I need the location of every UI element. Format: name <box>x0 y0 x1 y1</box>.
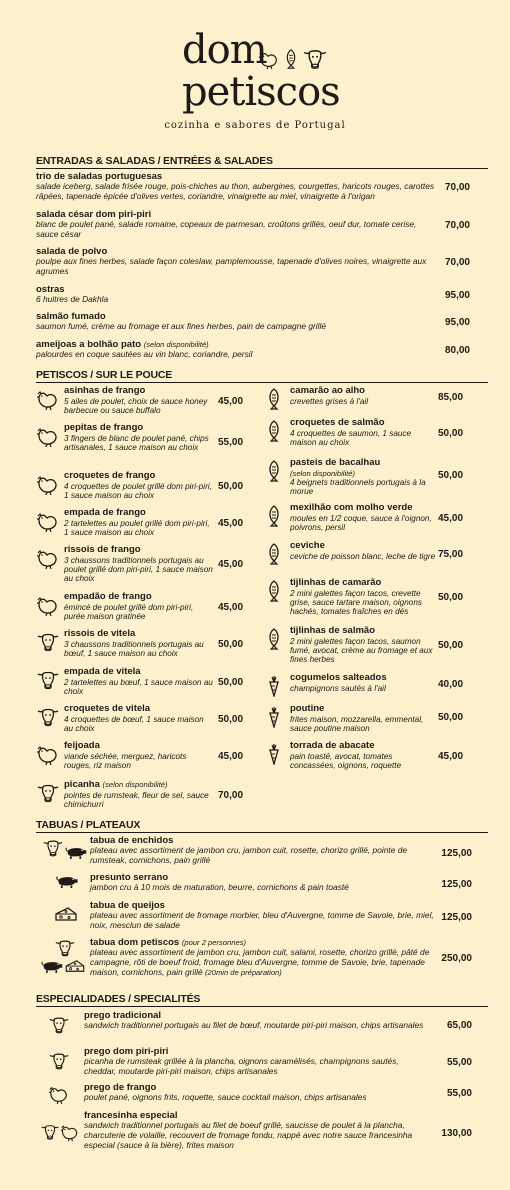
item-desc: moules en 1/2 coque, sauce à l'oignon, poivrons, persil <box>290 513 432 532</box>
pig-icon <box>64 845 88 859</box>
cheese-icon <box>54 906 78 922</box>
item-desc: sandwich traditionnel portugais au filet de bœuf, moutarde piri-piri maison, chips artisanales <box>84 1020 424 1030</box>
item-name: empada de frango <box>64 507 146 518</box>
item-name: trio de saladas portuguesas <box>36 171 163 182</box>
menu-item <box>36 171 484 202</box>
item-note: (selon disponibilité) <box>290 468 356 478</box>
menu-item <box>36 246 484 277</box>
item-price: 70,00 <box>444 257 470 268</box>
item-desc: 2 mini galettes façon tacos, crevette grise, sauce tartare maison, oignons hachés, tomates fraîches en dés <box>290 588 422 616</box>
section-tabuas-title: TABUAS / PLATEAUX <box>36 818 488 833</box>
fish-icon <box>262 388 286 410</box>
item-desc: ceviche de poisson blanc, leche de tigre <box>290 551 436 561</box>
item-name: salada de polvo <box>36 246 108 257</box>
fish-icon <box>262 580 286 602</box>
fish-icon <box>262 628 286 650</box>
item-price: 50,00 <box>218 714 244 725</box>
item-note: (selon disponibilité) <box>102 780 168 789</box>
item-price: 45,00 <box>218 602 244 613</box>
item-desc: 4 beignets traditionnels portugais à la morue <box>290 477 426 496</box>
item-desc: crevettes grises à l'ail <box>290 396 369 406</box>
item-desc: 2 tartelettes au bœuf, 1 sauce maison au choix <box>64 677 213 696</box>
item-name: torrada de abacate <box>290 740 375 751</box>
item-name: empadão de frango <box>64 591 152 602</box>
fish-icon <box>262 420 286 442</box>
item-price: 95,00 <box>444 317 470 328</box>
section-especialidades-title: ESPECIALIDADES / SPECIALITÉS <box>36 992 488 1007</box>
item-price: 125,00 <box>441 912 472 923</box>
cow-icon <box>40 1122 60 1142</box>
item-price: 50,00 <box>438 592 464 603</box>
item-name: rissois de vitela <box>64 628 136 639</box>
item-price: 45,00 <box>218 396 244 407</box>
item-name: tabua de queijos <box>90 900 165 911</box>
item-name: ostras <box>36 284 65 295</box>
logo <box>0 28 510 138</box>
item-desc: 5 ailes de poulet, choix de sauce honey barbecue ou sauce buffalo <box>64 396 208 415</box>
item-name: rissois de frango <box>64 544 141 555</box>
item-price: 50,00 <box>438 640 464 651</box>
item-price: 250,00 <box>441 953 472 964</box>
item-price: 55,00 <box>446 1088 472 1099</box>
item-name: croquetes de frango <box>64 470 156 481</box>
cow-icon <box>36 669 60 691</box>
chicken-icon <box>48 1084 70 1104</box>
item-price: 50,00 <box>438 428 464 439</box>
item-price: 70,00 <box>444 220 470 231</box>
item-name: prego tradicional <box>84 1010 162 1021</box>
item-desc-note: (20min de préparation) <box>204 967 282 977</box>
item-desc: émincé de poulet grillé dom piri-piri, purée maison gratinée <box>64 602 194 621</box>
item-name: tabua dom petiscos <box>90 937 180 948</box>
item-desc: 2 mini galettes façon tacos, saumon fumé, avocat, crème au fromage et aux fines herbes <box>290 636 433 664</box>
item-desc: salade iceberg, salade frisée rouge, pois-chiches au thon, aubergines, courgettes, haricots rouges, carottes râpées, tapenade épicée d'olives vertes, coriandre, vinaigrette au miel, vinaigrette à l'origan <box>36 181 435 201</box>
item-name: prego de frango <box>84 1082 157 1093</box>
logo-word-petiscos: petiscos <box>182 69 340 115</box>
chicken-icon <box>36 594 60 616</box>
cow-icon <box>36 631 60 653</box>
item-price: 50,00 <box>218 481 244 492</box>
cow-icon <box>36 782 60 804</box>
item-name: poutine <box>290 703 325 714</box>
section-petiscos-title: PETISCOS / SUR LE POUCE <box>36 368 488 383</box>
item-price: 125,00 <box>441 879 472 890</box>
item-name: pasteis de bacalhau <box>290 457 381 468</box>
chicken-icon <box>36 510 60 532</box>
item-desc: pain toasté, avocat, tomates concassées, oignons, roquette <box>290 751 402 770</box>
logo-tagline: cozinha e sabores de Portugal <box>164 120 346 131</box>
menu-item <box>36 311 484 332</box>
pig-icon <box>40 959 64 973</box>
fish-icon <box>262 460 286 482</box>
item-price: 80,00 <box>444 345 470 356</box>
fish-icon <box>262 505 286 527</box>
item-price: 50,00 <box>438 470 464 481</box>
cheese-icon <box>64 959 86 973</box>
item-name: pepitas de frango <box>64 422 144 433</box>
item-name: tijlinhas de camarão <box>290 577 382 588</box>
item-price: 75,00 <box>438 549 464 560</box>
item-name: ceviche <box>290 540 325 551</box>
item-desc: poulet pané, oignons frits, roquette, sauce cocktail maison, chips artisanales <box>84 1092 367 1102</box>
chicken-icon <box>36 547 60 569</box>
item-name: tijlinhas de salmão <box>290 625 375 636</box>
item-desc: plateau avec assortiment de fromage morbier, bleu d'Auvergne, tomme de Savoie, brie, miel, noix, mesclun de salade <box>90 910 434 930</box>
logo-word-dom: dom <box>182 27 267 73</box>
chicken-icon <box>36 388 60 410</box>
item-desc: plateau avec assortiment de jambon cru, jambon cuit, salami, rosette, chorizo grillé, pâté de campagne, rôti de boeuf froid, fromage bleu d'Auvergne, tomme de Savoie, brie, tapenade maison, cornichons, pain grillé <box>90 947 430 977</box>
item-price: 70,00 <box>444 182 470 193</box>
item-name: francesinha especial <box>84 1110 178 1121</box>
item-name: mexilhão com molho verde <box>290 502 413 513</box>
cow-icon <box>54 937 76 959</box>
item-desc: blanc de poulet pané, salade romaine, copeaux de parmesan, croûtons grillés, oeuf dur, tomate cerise, sauce césar <box>36 219 417 239</box>
item-desc: saumon fumé, crème au fromage et aux fines herbes, pain de campagne grillé <box>36 321 327 331</box>
item-desc: sandwich traditionnel portugais au filet de boeuf grillé, saucisse de poulet à la plancha, charcuterie de volaille, recouvert de fromage fondu, nappé avec notre sauce francesinha especial (sauce à la bière), frites maison <box>84 1120 413 1150</box>
item-price: 50,00 <box>438 712 464 723</box>
item-name: salmão fumado <box>36 311 106 322</box>
menu-item <box>36 209 484 240</box>
item-desc: 2 tartelettes au poulet grillé dom piri-piri, 1 sauce maison au choix <box>64 518 210 537</box>
item-price: 45,00 <box>218 559 244 570</box>
item-desc: 3 fingers de blanc de poulet pané, chips artisanales, 1 sauce maison au choix <box>64 433 209 452</box>
item-price: 55,00 <box>446 1057 472 1068</box>
item-price: 130,00 <box>441 1128 472 1139</box>
fish-icon <box>262 543 286 565</box>
pig-icon <box>54 874 80 888</box>
item-desc: 4 croquettes de bœuf, 1 sauce maison au choix <box>64 714 204 733</box>
item-price: 50,00 <box>218 639 244 650</box>
item-note: (selon disponibilité) <box>143 340 209 349</box>
chicken-icon <box>36 743 60 765</box>
item-desc: champignons sautés à l'ail <box>290 683 386 693</box>
item-price: 125,00 <box>441 848 472 859</box>
item-name: salada césar dom piri-piri <box>36 209 152 220</box>
chicken-icon <box>36 473 60 495</box>
item-desc: viande séchée, merguez, haricots rouges, riz maison <box>64 751 187 770</box>
cow-icon <box>48 1050 70 1072</box>
carrot-icon <box>262 743 286 765</box>
cow-icon <box>48 1014 70 1036</box>
item-price: 95,00 <box>444 290 470 301</box>
item-desc: jambon cru à 10 mois de maturation, beurre, cornichons & pain toasté <box>90 882 349 892</box>
item-price: 45,00 <box>438 513 464 524</box>
chicken-icon <box>36 425 60 447</box>
item-desc: 4 croquettes de poulet grillé dom piri-piri, 1 sauce maison au choix <box>64 481 212 500</box>
menu-item <box>36 339 484 360</box>
item-price: 50,00 <box>218 677 244 688</box>
item-desc: 4 croquettes de saumon, 1 sauce maison au choix <box>290 428 412 447</box>
item-price: 70,00 <box>218 790 244 801</box>
item-name: feijoada <box>64 740 100 751</box>
item-name: presunto serrano <box>90 872 169 883</box>
item-price: 65,00 <box>446 1020 472 1031</box>
item-name: cogumelos salteados <box>290 672 387 683</box>
item-desc: 3 chaussons traditionnels portugais au bœuf, 1 sauce maison au choix <box>64 639 204 658</box>
section-entradas-title: ENTRADAS & SALADAS / ENTRÉES & SALADES <box>36 154 488 169</box>
item-desc: poulpe aux fines herbes, salade façon coleslaw, pamplemousse, tapenade d'olives noires, vinaigrette aux agrumes <box>36 256 427 276</box>
carrot-icon <box>262 675 286 697</box>
item-name: croquetes de salmão <box>290 417 385 428</box>
cow-icon <box>42 837 64 859</box>
item-name: ameijoas a bolhão pato <box>36 339 142 350</box>
item-name: empada de vitela <box>64 666 141 677</box>
item-desc: 6 huitres de Dakhla <box>36 294 109 304</box>
item-desc: picanha de rumsteak grillée à la plancha, oignons caramélisés, champignons sautés, cheddar, moutarde piri-piri maison, chips artisanales <box>84 1056 399 1076</box>
item-note: (pour 2 personnes) <box>181 938 247 947</box>
item-name: prego dom piri-piri <box>84 1046 169 1057</box>
item-price: 45,00 <box>438 751 464 762</box>
item-name: croquetes de vitela <box>64 703 151 714</box>
item-desc: 3 chaussons traditionnels portugais au poulet grillé dom piri-piri, 1 sauce maison au choix <box>64 555 213 583</box>
carrot-icon <box>262 706 286 728</box>
menu-item <box>36 284 484 305</box>
item-desc: pointes de rumsteak, fleur de sel, sauce chimichurri <box>64 790 209 809</box>
item-name: tabua de enchidos <box>90 835 174 846</box>
item-name: asinhas de frango <box>64 385 146 396</box>
item-price: 45,00 <box>218 518 244 529</box>
item-desc: palourdes en coque sautées au vin blanc, coriandre, persil <box>36 349 253 359</box>
item-price: 85,00 <box>438 392 464 403</box>
item-name: picanha <box>64 779 100 790</box>
item-price: 40,00 <box>438 679 464 690</box>
item-price: 45,00 <box>218 751 244 762</box>
item-desc: frites maison, mozzarella, emmental, sauce poutine maison <box>290 714 424 733</box>
cow-icon <box>36 706 60 728</box>
item-price: 55,00 <box>218 437 244 448</box>
item-desc: plateau avec assortiment de jambon cru, jambon cuit, rosette, chorizo grillé, pointe de rumsteak, cornichons, pain grillé <box>90 845 408 865</box>
item-name: camarão ao alho <box>290 385 365 396</box>
chicken-icon <box>60 1122 80 1142</box>
